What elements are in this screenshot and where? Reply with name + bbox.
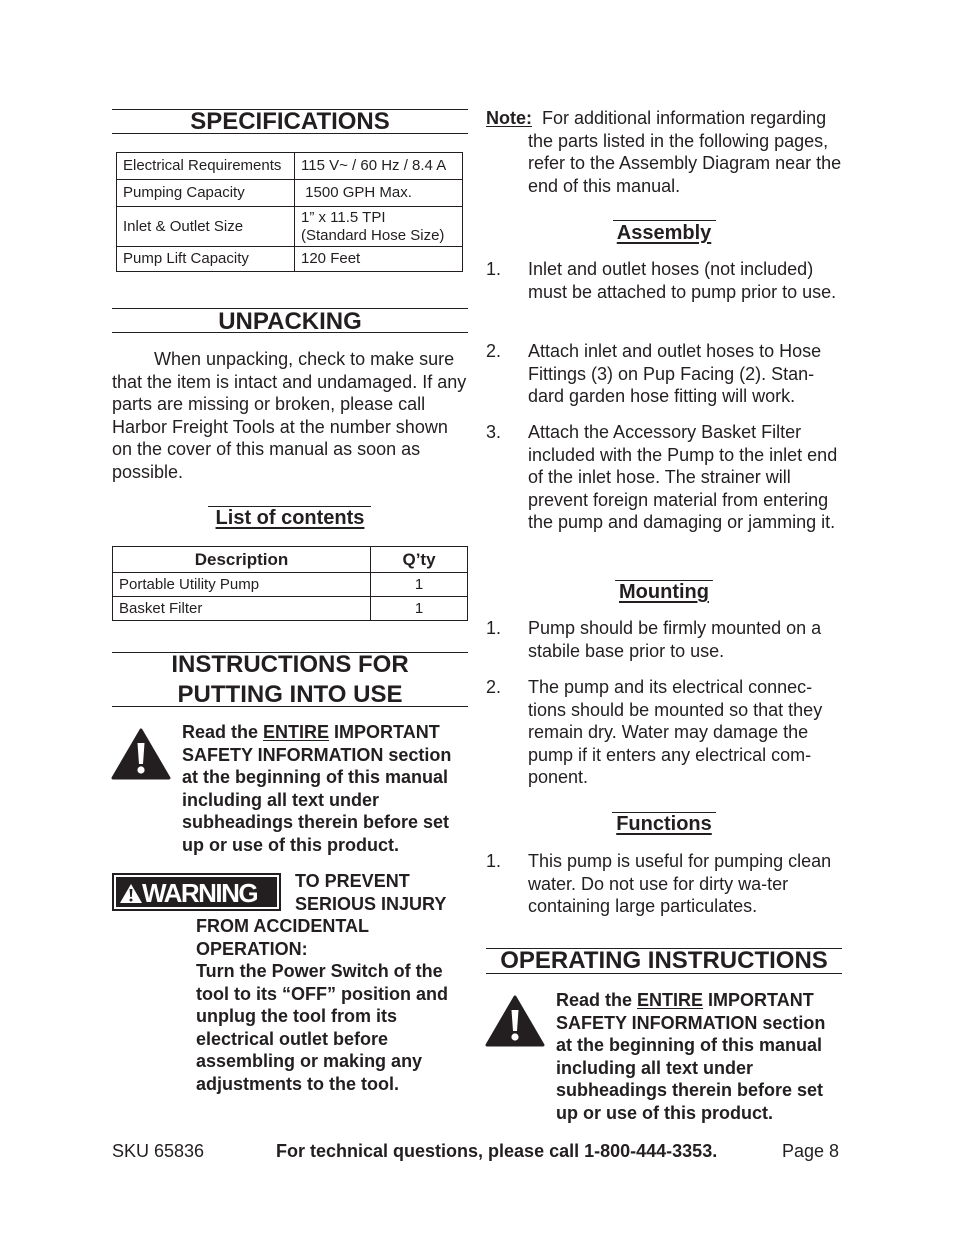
spec-label: Electrical Requirements — [117, 153, 295, 180]
item-text: Attach the Accessory Basket Filter included with the Pump to the inlet end of the inlet hose. The strainer will prevent foreign material from entering the pump and damaging or jamming it. — [528, 422, 838, 533]
spec-row — [117, 207, 463, 247]
item-text: This pump is useful for pumping clean water. Do not use for dirty wa-ter containing large particulates. — [528, 851, 832, 917]
item-number: 1. — [486, 259, 502, 279]
item-text: The pump and its electrical connec-tions should be mounted so that they remain dry. Water may damage the pump if it enters any electrical com-ponent. — [528, 677, 823, 788]
item-number: 3. — [486, 422, 502, 442]
footer-page-number: Page 8 — [782, 1141, 840, 1161]
spec-value-line: (Standard Hose Size) — [301, 226, 445, 244]
item-text: Pump should be firmly mounted on a stabile base prior to use. — [528, 618, 822, 661]
item-number: 2. — [486, 341, 502, 361]
warning-triangle-icon — [111, 728, 171, 780]
safety-notice — [182, 721, 467, 857]
warning-subheading: FROM ACCIDENTAL OPERATION: — [196, 916, 369, 959]
contents-row — [113, 597, 468, 621]
safety-text: IMPORTANT SAFETY INFORMATION section at the beginning of this manual including all text under subheadings therein before set up or use of this product. — [182, 722, 452, 855]
spec-row — [117, 247, 463, 272]
safety-entire: ENTIRE — [263, 722, 330, 742]
warning-body: Turn the Power Switch of the tool to its “OFF” position and unplug the tool from its electrical outlet before assembling or making any adjustments to the tool. — [196, 961, 448, 1094]
operating-heading: OPERATING INSTRUCTIONS — [500, 947, 828, 974]
mounting-heading: Mounting — [619, 581, 709, 603]
rule — [112, 332, 468, 333]
contents-description: Portable Utility Pump — [113, 573, 371, 597]
contents-qty: 1 — [371, 573, 468, 597]
rule — [112, 706, 468, 707]
item-number: 2. — [486, 677, 502, 697]
description-column-header: Description — [113, 547, 371, 573]
warning-triangle-small-icon — [119, 883, 143, 904]
note-text: the parts listed in the following pages, refer to the Assembly Diagram near the end of this manual. — [528, 130, 842, 196]
contents-description: Basket Filter — [113, 597, 371, 621]
warning-label: WARNING — [142, 878, 258, 908]
warning-line: SERIOUS INJURY — [295, 893, 447, 914]
spec-label: Pump Lift Capacity — [117, 247, 295, 272]
item-text: Inlet and outlet hoses (not included) must be attached to pump prior to use. — [528, 259, 837, 302]
unpacking-paragraph: When unpacking, check to make sure that the item is intact and undamaged. If any parts are missing or broken, please call Harbor Freight Tools at the number shown on the cover of this manual as soon as possible. — [112, 349, 467, 482]
spec-row — [117, 153, 463, 180]
specifications-heading: SPECIFICATIONS — [190, 108, 390, 135]
note-label: Note: — [486, 108, 532, 128]
spec-row — [117, 180, 463, 207]
contents-table — [112, 546, 468, 621]
item-text: Attach inlet and outlet hoses to Hose Fittings (3) on Pup Facing (2). Stan-dard garden hose fitting will work. — [528, 341, 822, 407]
spec-value — [295, 207, 463, 247]
qty-column-header: Q’ty — [371, 547, 468, 573]
note-text: For additional information regarding — [542, 108, 827, 128]
warning-label-box — [112, 873, 281, 911]
footer-sku: SKU 65836 — [112, 1141, 205, 1161]
warning-label-inner — [116, 877, 277, 907]
spec-value: 115 V~ / 60 Hz / 8.4 A — [295, 153, 463, 180]
operating-safety-notice — [556, 989, 844, 1125]
specifications-table — [116, 152, 463, 272]
spec-value: 120 Feet — [295, 247, 463, 272]
warning-triangle-icon — [485, 995, 545, 1047]
item-number: 1. — [486, 851, 502, 871]
spec-value-line: 1” x 11.5 TPI — [301, 208, 386, 226]
contents-header-row — [113, 547, 468, 573]
spec-value: 1500 GPH Max. — [295, 180, 463, 207]
functions-heading: Functions — [616, 813, 712, 835]
warning-heading — [295, 870, 470, 915]
warning-line: TO PREVENT — [295, 871, 410, 891]
contents-qty: 1 — [371, 597, 468, 621]
item-number: 1. — [486, 618, 502, 638]
unpacking-heading: UNPACKING — [218, 308, 362, 335]
instructions-heading-line: INSTRUCTIONS FOR — [171, 651, 409, 678]
instructions-heading — [112, 650, 468, 710]
contents-heading: List of contents — [215, 507, 365, 529]
assembly-heading: Assembly — [616, 222, 712, 244]
rule — [486, 973, 842, 974]
spec-label: Pumping Capacity — [117, 180, 295, 207]
instructions-heading-line: PUTTING INTO USE — [177, 681, 403, 708]
safety-text: Read the — [556, 990, 638, 1010]
safety-entire: ENTIRE — [637, 990, 704, 1010]
safety-text: Read the — [182, 722, 264, 742]
spec-label: Inlet & Outlet Size — [117, 207, 295, 247]
safety-text: IMPORTANT SAFETY INFORMATION section at the beginning of this manual including all text under subheadings therein before set up or use of this product. — [556, 990, 826, 1123]
footer-support: For technical questions, please call 1-800-444-3353. — [276, 1141, 718, 1161]
contents-row — [113, 573, 468, 597]
note-first-line — [486, 107, 846, 130]
note — [486, 107, 846, 197]
rule — [112, 133, 468, 134]
